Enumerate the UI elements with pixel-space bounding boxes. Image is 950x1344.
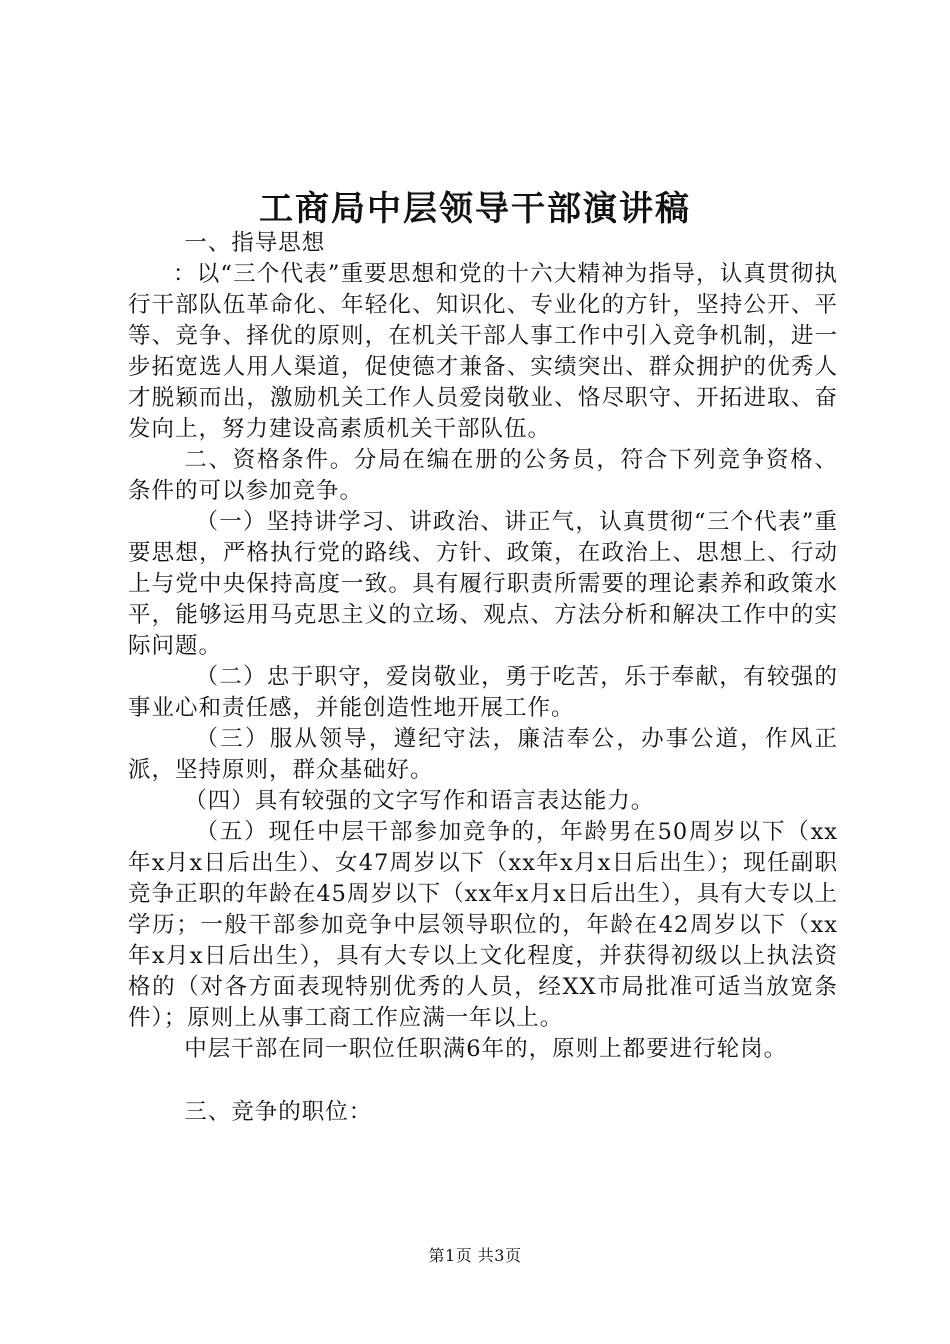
paragraph-rotation-rule: 中层干部在同一职位任职满6年的，原则上都要进行轮岗。 xyxy=(184,1036,788,1062)
paragraph-condition-1: （一）坚持讲学习、讲政治、讲正气，认真贯彻“三个代表”重要思想，严格执行党的路线、方针、政策，在政治上、思想上、行动上与党中央保持高度一致。具有履行职责所需要的理论素养和政策水平，能够运用马克思主义的立场、观点、方法分析和解决工作中的实际问题。 xyxy=(128,509,838,659)
document-title: 工商局中层领导干部演讲稿 xyxy=(259,189,691,229)
section-heading-guiding-thought: 一、指导思想 xyxy=(184,230,326,256)
paragraph-condition-4: （四）具有较强的文字写作和语言表达能力。 xyxy=(184,788,655,814)
section-heading-qualifications: 二、资格条件。分局在编在册的公务员，符合下列竞争资格、条件的可以参加竞争。 xyxy=(128,447,838,504)
paragraph-condition-2: （二）忠于职守，爱岗敬业，勇于吃苦，乐于奉献，有较强的事业心和责任感，并能创造性地开展工作。 xyxy=(128,664,838,721)
paragraph-condition-3: （三）服从领导，遵纪守法，廉洁奉公，办事公道，作风正派，坚持原则，群众基础好。 xyxy=(128,726,838,783)
page-number-footer: 第1页 共3页 xyxy=(428,1246,522,1265)
section-heading-positions: 三、竞争的职位： xyxy=(184,1099,373,1125)
paragraph-guiding-thought: ：以“三个代表”重要思想和党的十六大精神为指导，认真贯彻执行干部队伍革命化、年轻化、知识化、专业化的方针，坚持公开、平等、竞争、择优的原则，在机关干部人事工作中引入竞争机制，进一步拓宽选人用人渠道，促使德才兼备、实绩突出、群众拥护的优秀人才脱颖而出，激励机关工作人员爱岗敬业、恪尽职守、开拓进取、奋发向上，努力建设高素质机关干部队伍。 xyxy=(128,261,838,442)
document-body xyxy=(128,228,838,1128)
paragraph-condition-5: （五）现任中层干部参加竞争的，年龄男在50周岁以下（xx年x月x日后出生）、女47周岁以下（xx年x月x日后出生）；现任副职竞争正职的年龄在45周岁以下（xx年x月x日后出生），具有大专以上学历；一般干部参加竞争中层领导职位的，年龄在42周岁以下（xx年x月x日后出生），具有大专以上文化程度，并获得初级以上执法资格的（对各方面表现特别优秀的人员，经XX市局批准可适当放宽条件）；原则上从事工商工作应满一年以上。 xyxy=(128,819,838,1031)
